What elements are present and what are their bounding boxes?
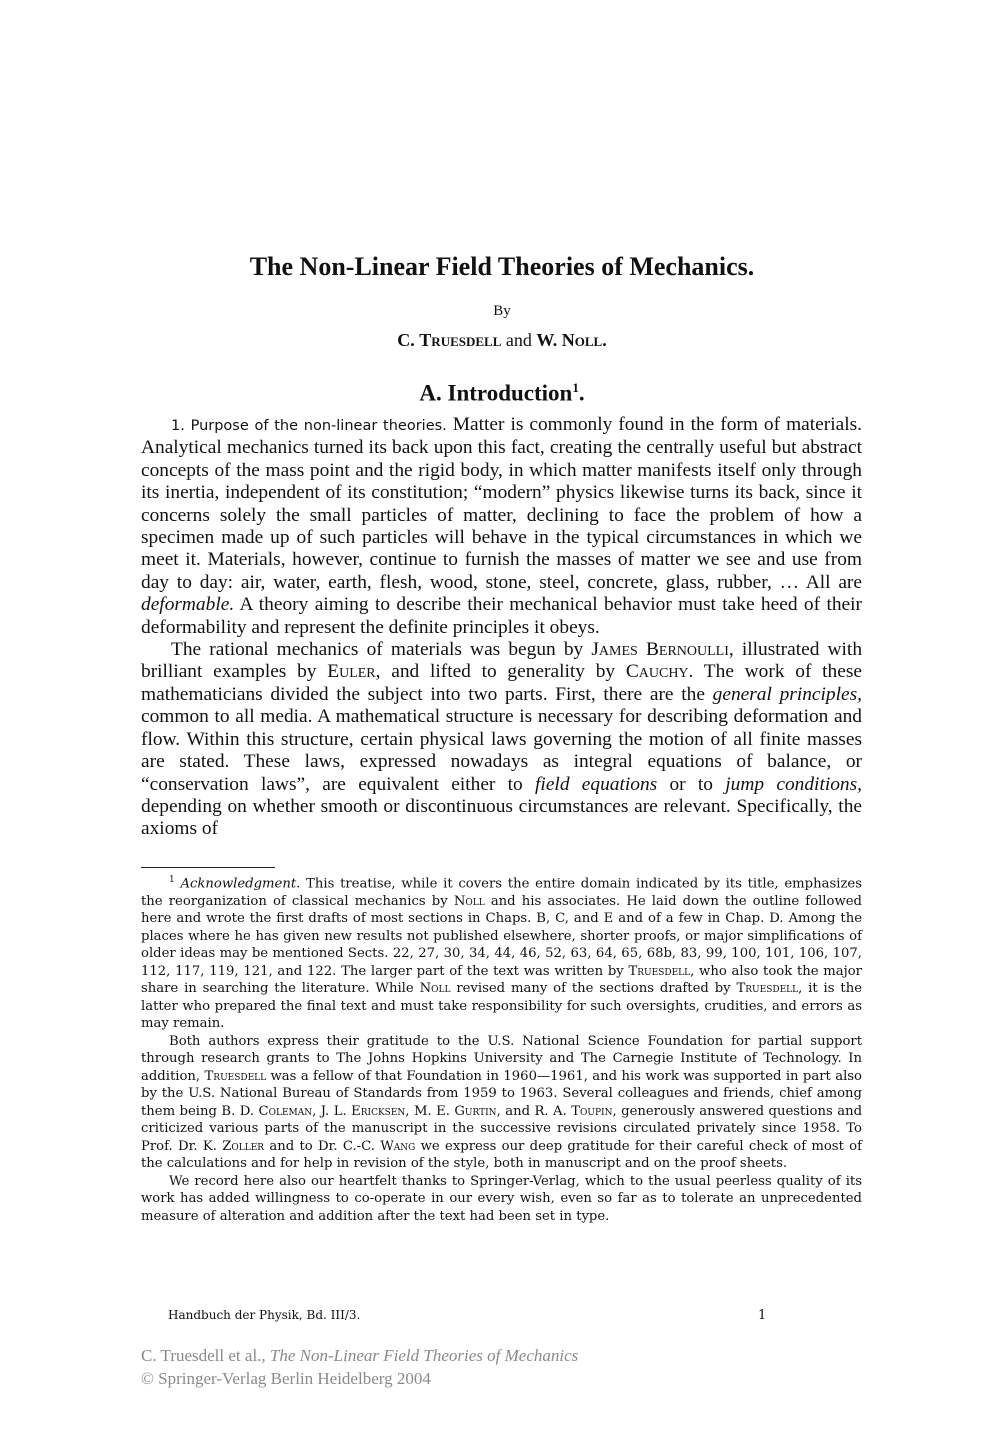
p2-text-g: depending on whether smooth or discontinuous circumstances are relevant. Specifically, the axioms of bbox=[141, 795, 862, 840]
section-heading: 1. Purpose of the non-linear theories. bbox=[171, 418, 447, 434]
author2-name: Noll. bbox=[561, 330, 607, 350]
article-title: The Non-Linear Field Theories of Mechanics. bbox=[249, 252, 755, 281]
fn1-text-a: This treatise, while it covers the entire domain indicated by its title, emphasizes the reorganization of classical mechanics by bbox=[141, 876, 862, 909]
chapter-period: . bbox=[578, 380, 585, 406]
p2-text-b: , illustrated with brilliant examples by bbox=[141, 639, 863, 683]
p2-text-e: common to all media. A mathematical structure is necessary for describing deformation and flow. Within this structure, certain physical laws governing the motion of all finite masses are stated. These laws, expressed nowadays as integral equations of balance, or “conservation laws”, are equivalent either to bbox=[141, 706, 862, 795]
author-conjunction: and bbox=[505, 330, 532, 350]
footnote-paragraph-3: We record here also our heartfelt thanks to Springer-Verlag, which to the usual peerless quality of its work has added willingness to co-operate in our every wish, even so far as to tolerate an unprecedented measure of alteration and addition after the text had been set in type. bbox=[141, 1173, 862, 1224]
fn2-text-a: Both authors express their gratitude to the U.S. National Science Foundation for partial support through research grants to The Johns Hopkins University and The Carnegie Institute of Technology. In addition, bbox=[141, 1033, 862, 1084]
paragraph-2 bbox=[141, 639, 862, 841]
p1-emphasis: deformable. bbox=[141, 594, 235, 616]
fn1-text-c: , who also took the major share in searching the literature. While bbox=[141, 963, 862, 997]
copyright-line: © Springer-Verlag Berlin Heidelberg 2004 bbox=[141, 1369, 431, 1388]
fn2-text-f: , generously answered questions and criticized various parts of the manuscript in the successive revisions circulated privately since 1958. To Prof. Dr. K. bbox=[141, 1103, 863, 1154]
footnote-paragraph-2 bbox=[141, 1033, 862, 1173]
running-footer: Handbuch der Physik, Bd. III/3. bbox=[168, 1308, 361, 1322]
name-noll: Noll bbox=[419, 981, 451, 997]
author1-initial: C. bbox=[397, 330, 415, 350]
name-ericksen: Ericksen bbox=[351, 1103, 406, 1119]
footnote-label: Acknowledgment. bbox=[180, 876, 301, 892]
author1-name: Truesdell bbox=[419, 330, 502, 350]
page-number: 1 bbox=[758, 1308, 767, 1323]
name-truesdell: Truesdell bbox=[736, 981, 799, 997]
author-line bbox=[0, 330, 1004, 351]
name-truesdell: Truesdell bbox=[204, 1068, 267, 1084]
p2-text-c: , and lifted to generality by bbox=[375, 661, 626, 683]
credit-line bbox=[141, 1346, 578, 1366]
fn1-text-d: revised many of the sections drafted by bbox=[450, 981, 737, 997]
fn2-text-h: we express our deep gratitude for their careful check of most of the calculations and for help in revision of the style, both in manuscript and on the proof sheets. bbox=[141, 1138, 862, 1172]
p2-text-f: or to bbox=[657, 773, 726, 795]
name-truesdell: Truesdell bbox=[628, 963, 691, 979]
p1-text-b: A theory aiming to describe their mechanical behavior must take heed of their deformability and represent the definite principles it obeys. bbox=[141, 594, 862, 638]
footnote-1 bbox=[141, 872, 862, 1033]
chapter-heading bbox=[0, 380, 1004, 407]
footnote-mark: 1 bbox=[169, 875, 175, 885]
p2-emphasis-3: jump conditions, bbox=[725, 773, 863, 795]
paragraph-1 bbox=[141, 414, 862, 639]
author2-initial: W. bbox=[536, 330, 558, 350]
fn1-text-b: and his associates. He laid down the outline followed here and wrote the first drafts of most sections in Chaps. B, C, and E and of a few in Chap. D. Among the places where he has given new results not published elsewhere, shorter proofs, or major simplifications of older ideas may be mentioned Sects. 22, 27, 30, 34, 44, 46, 52, 63, 64, 65, 68b, 83, 99, 100, 101, 106, 107, 112, 117, 119, 121, and 122. The larger part of the text was written by bbox=[141, 893, 862, 979]
name-zoller: Zoller bbox=[222, 1138, 265, 1154]
fn1-text-e: , it is the latter who prepared the final text and must take responsibility for such oversights, crudities, and errors as may remain. bbox=[141, 981, 863, 1032]
p1-text-a: Matter is commonly found in the form of materials. Analytical mechanics turned its back upon this fact, creating the centrally useful but abstract concepts of the mass point and the rigid body, in which matter manifests itself only through its inertia, independent of its constitution; “modern” physics likewise turns its back, since it concerns solely the small particles of matter, declining to face the problem of how a specimen made up of such particles will behave in the typical circumstances in which we meet it. Materials, however, continue to furnish the masses of matter we see and use from day to day: air, water, earth, flesh, wood, stone, steel, concrete, glass, rubber, … All are bbox=[141, 414, 862, 593]
name-bernoulli: James Bernoulli bbox=[591, 639, 729, 661]
main-text bbox=[141, 414, 862, 841]
p2-text-a: The rational mechanics of materials was begun by bbox=[171, 639, 592, 661]
name-euler: Euler bbox=[327, 661, 376, 683]
name-noll: Noll bbox=[453, 893, 485, 909]
p2-text-d: . The work of these mathematicians divided the subject into two parts. First, there are the bbox=[141, 661, 862, 705]
fn2-text-b: was a fellow of that Foundation in 1960—1961, and his work was supported in part also by the U.S. National Bureau of Standards from 1959 to 1963. Several colleagues and friends, chief among them being B. D. bbox=[141, 1068, 862, 1119]
name-coleman: Coleman bbox=[258, 1103, 313, 1119]
name-cauchy: Cauchy bbox=[625, 661, 689, 683]
p2-emphasis-2: field equations bbox=[535, 773, 658, 795]
byline: By bbox=[493, 303, 511, 319]
fn2-text-c: , J. L. bbox=[312, 1103, 352, 1119]
fn2-text-e: , and R. A. bbox=[496, 1103, 572, 1119]
p2-emphasis-1: general principles, bbox=[712, 683, 862, 705]
fn2-text-g: and to Dr. C.-C. bbox=[264, 1138, 381, 1154]
name-toupin: Toupin bbox=[571, 1103, 613, 1119]
footnotes bbox=[141, 872, 862, 1225]
fn2-text-d: , M. E. bbox=[405, 1103, 455, 1119]
credit-authors: C. Truesdell et al., bbox=[141, 1346, 270, 1365]
chapter-title: A. Introduction bbox=[419, 380, 573, 406]
name-gurtin: Gurtin bbox=[454, 1103, 497, 1119]
credit-book-title: The Non-Linear Field Theories of Mechanics bbox=[269, 1346, 579, 1365]
footnote-divider bbox=[141, 867, 275, 868]
footnote-reference: 1 bbox=[572, 380, 579, 395]
name-wang: Wang bbox=[380, 1138, 416, 1154]
